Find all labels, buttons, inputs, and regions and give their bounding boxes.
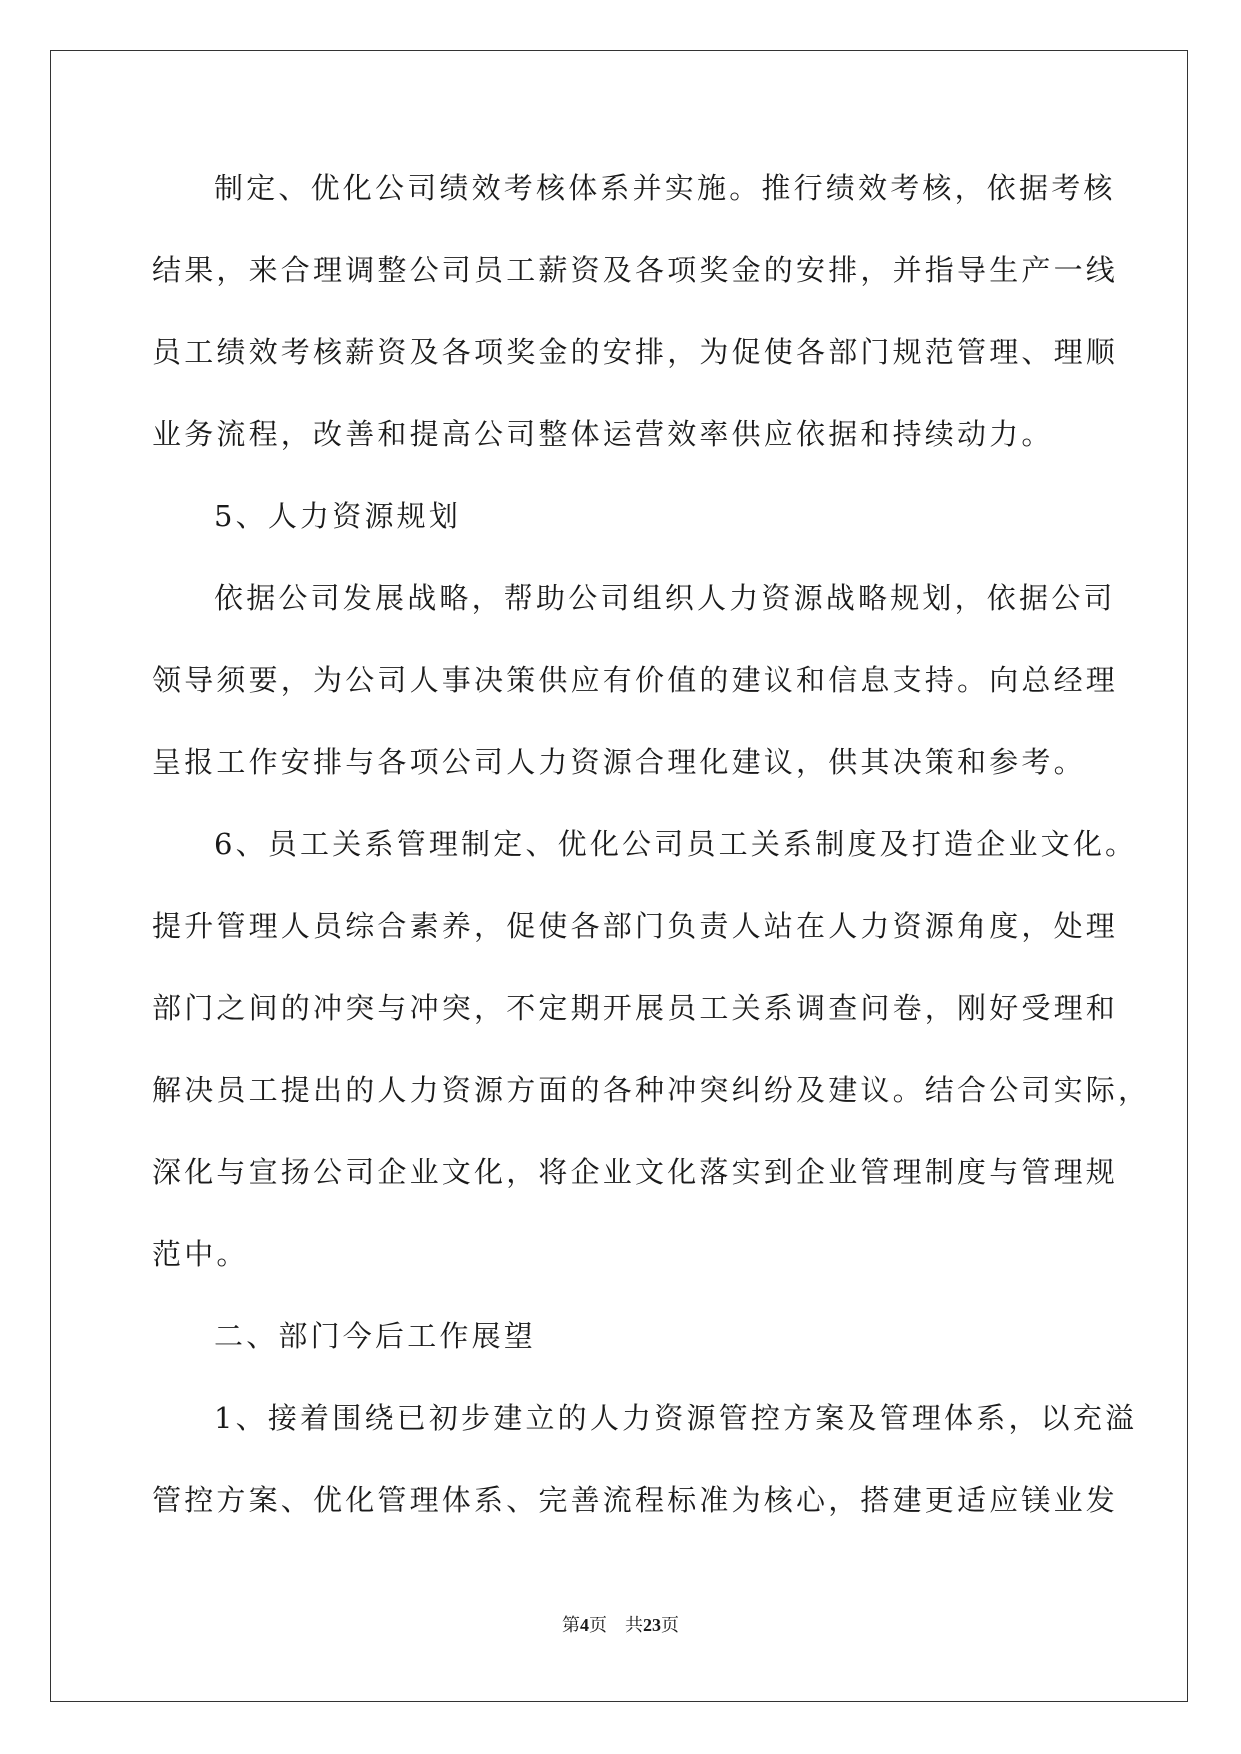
footer-page-suffix: 页 — [589, 1615, 607, 1635]
body-line-14: 范中。 — [152, 1237, 249, 1271]
page-footer — [0, 1611, 1241, 1637]
footer-total-suffix: 页 — [661, 1615, 679, 1635]
body-line-3: 员工绩效考核薪资及各项奖金的安排，为促使各部门规范管理、理顺 — [152, 335, 1119, 369]
body-line-16: 1、接着围绕已初步建立的人力资源管控方案及管理体系，以充溢 — [214, 1401, 1138, 1435]
body-line-11: 部门之间的冲突与冲突，不定期开展员工关系调查问卷，刚好受理和 — [152, 991, 1119, 1025]
body-line-7: 领导须要，为公司人事决策供应有价值的建议和信息支持。向总经理 — [152, 663, 1119, 697]
body-line-1: 制定、优化公司绩效考核体系并实施。推行绩效考核，依据考核 — [214, 171, 1116, 205]
page-border — [50, 50, 1188, 1702]
body-line-4: 业务流程，改善和提高公司整体运营效率供应依据和持续动力。 — [152, 417, 1054, 451]
section-heading-6: 6、员工关系管理制定、优化公司员工关系制度及打造企业文化。 — [214, 827, 1138, 861]
body-line-17: 管控方案、优化管理体系、完善流程标准为核心，搭建更适应镁业发 — [152, 1483, 1119, 1517]
footer-page-number: 4 — [580, 1615, 589, 1635]
footer-page-prefix: 第 — [562, 1615, 580, 1635]
body-line-6: 依据公司发展战略，帮助公司组织人力资源战略规划，依据公司 — [214, 581, 1116, 615]
body-line-8: 呈报工作安排与各项公司人力资源合理化建议，供其决策和参考。 — [152, 745, 1086, 779]
body-line-2: 结果，来合理调整公司员工薪资及各项奖金的安排，并指导生产一线 — [152, 253, 1119, 287]
section-heading-5: 5、人力资源规划 — [214, 499, 462, 533]
body-line-13: 深化与宣扬公司企业文化，将企业文化落实到企业管理制度与管理规 — [152, 1155, 1119, 1189]
footer-total-pages: 23 — [643, 1615, 661, 1635]
body-line-10: 提升管理人员综合素养，促使各部门负责人站在人力资源角度，处理 — [152, 909, 1119, 943]
body-line-12: 解决员工提出的人力资源方面的各种冲突纠纷及建议。结合公司实际， — [152, 1073, 1151, 1107]
section-heading-2: 二、部门今后工作展望 — [214, 1319, 537, 1353]
footer-total-prefix: 共 — [625, 1615, 643, 1635]
